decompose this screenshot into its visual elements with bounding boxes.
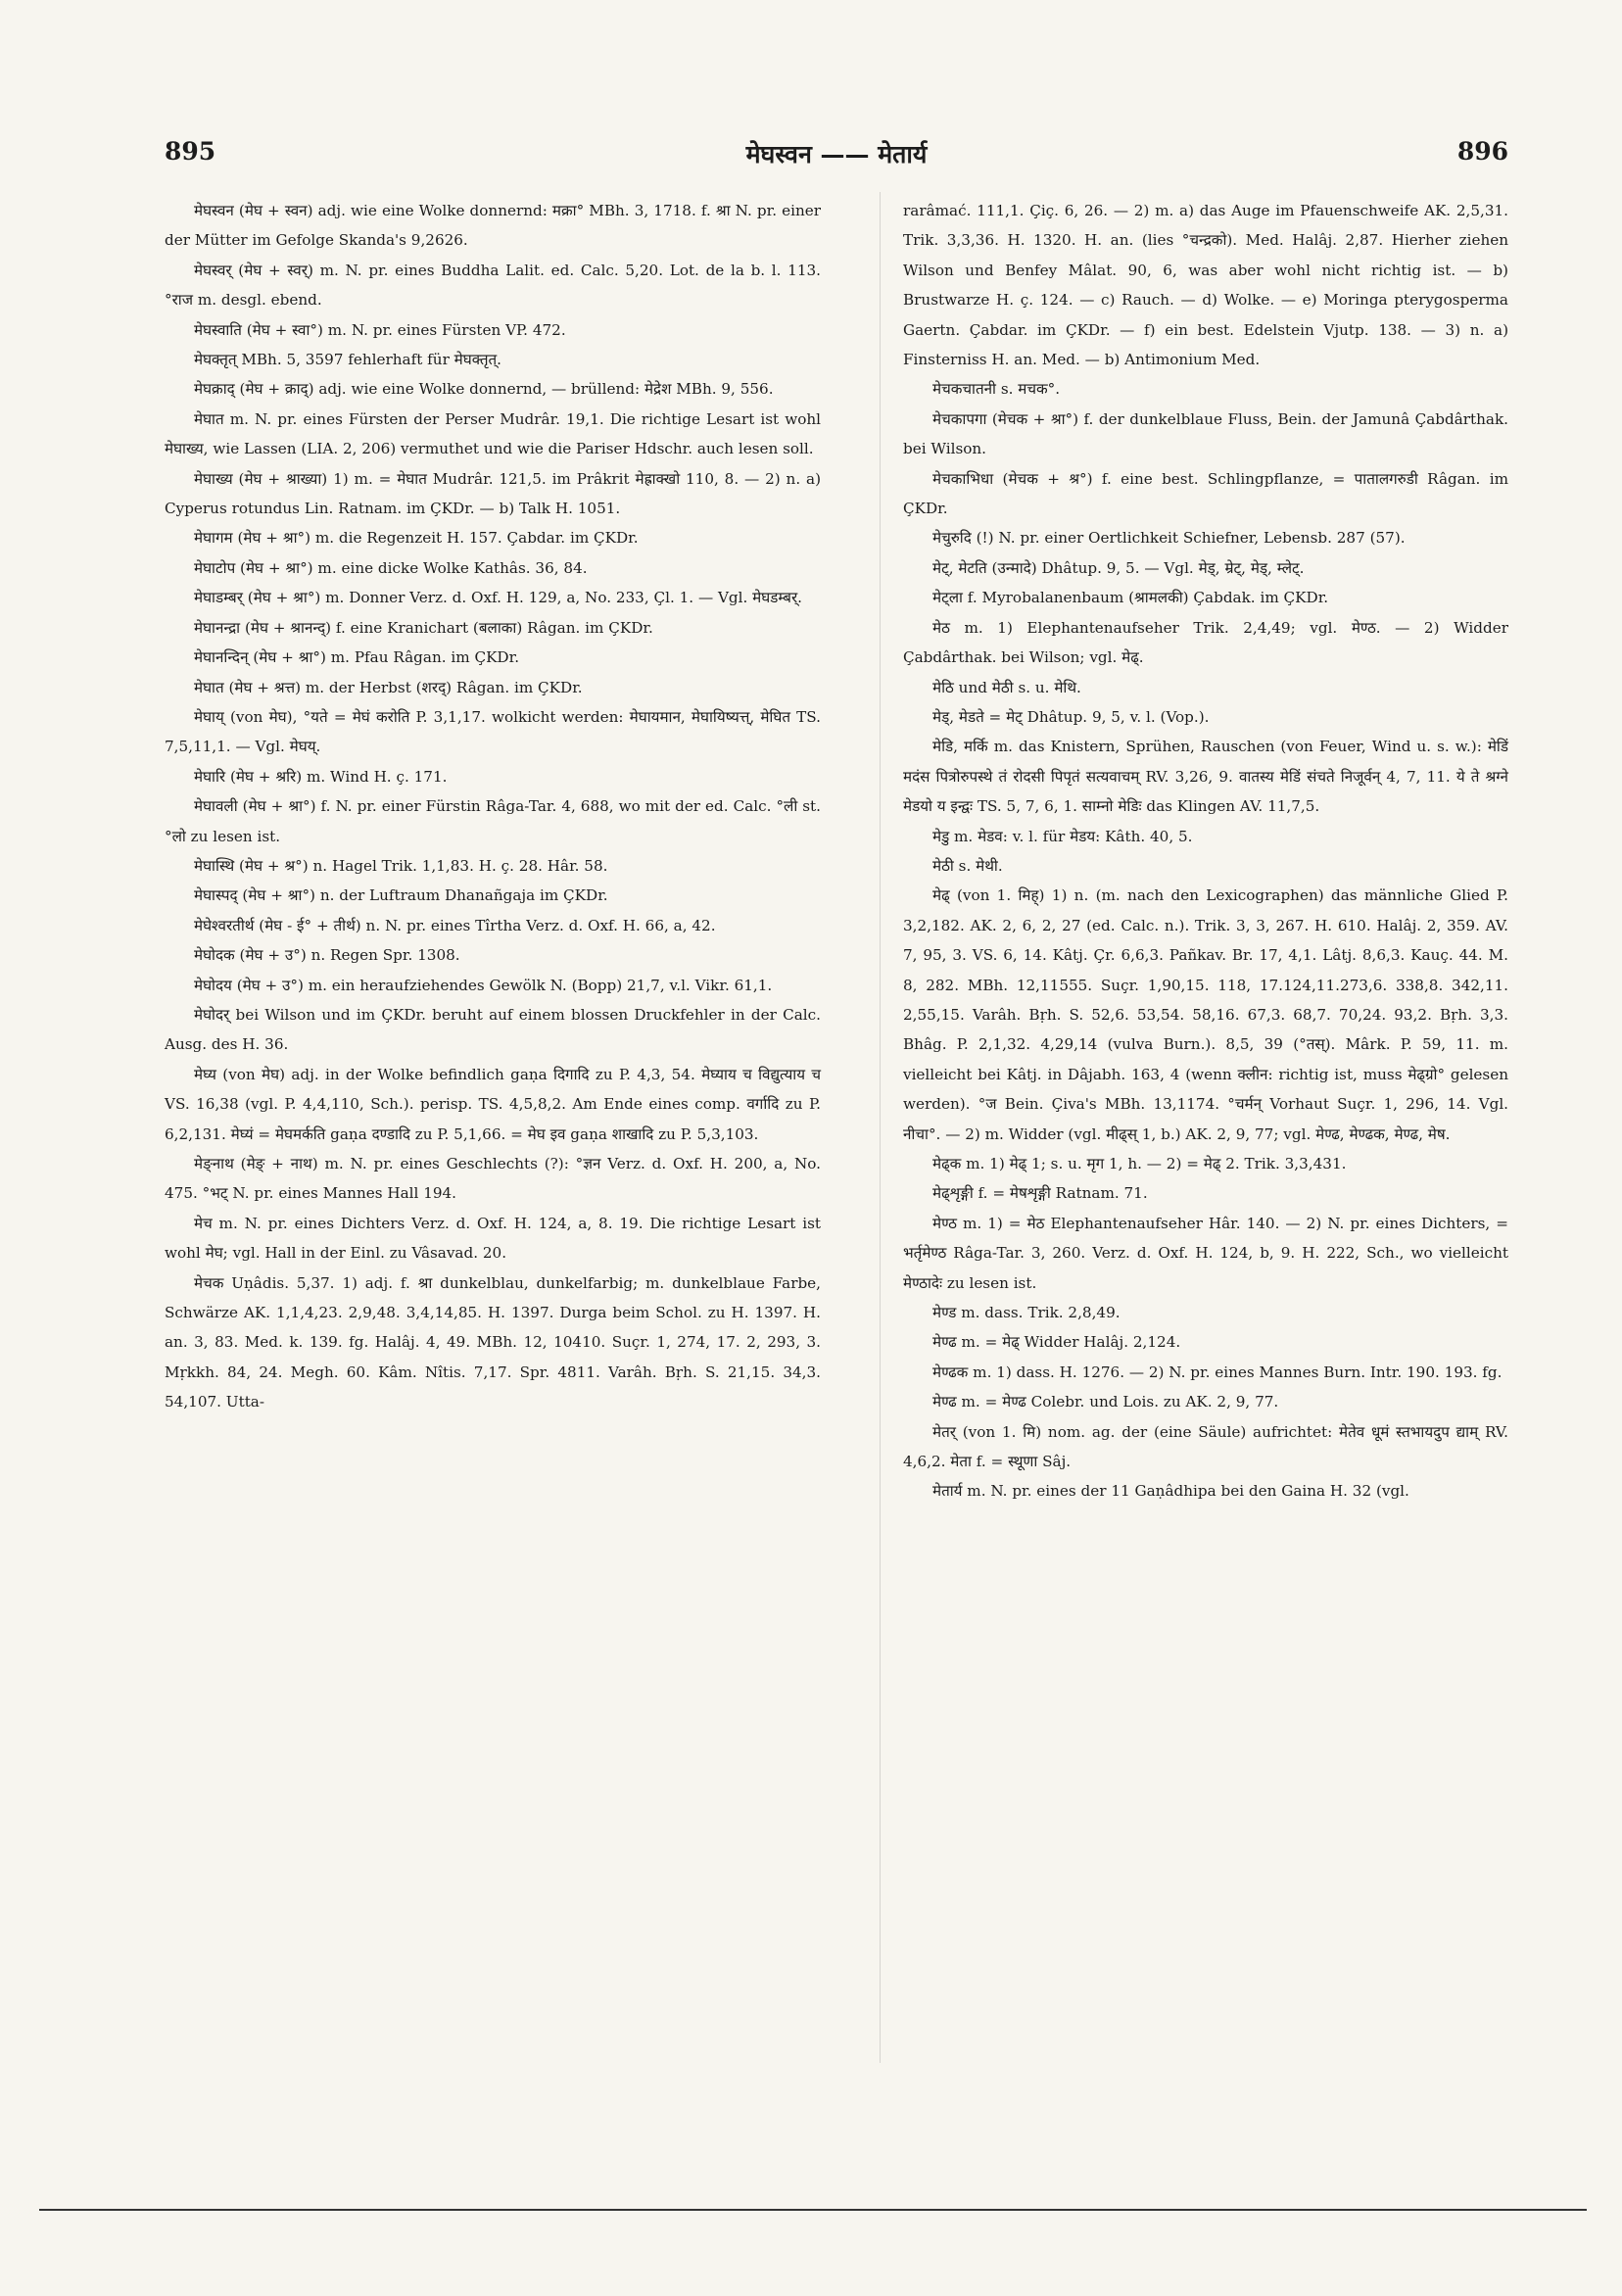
- entry: मेघारि (मेघ + श्ररि) m. Wind H. ç. 171.: [194, 767, 448, 786]
- entry: मेण्ढ m. = मेढ् Widder Halâj. 2,124.: [932, 1333, 1181, 1352]
- entry: मेचकाभिधा (मेचक + श्र°) f. eine best. Schlingpflanze, = पातालगरुडी Râgan. im ÇKDr.: [903, 469, 1508, 518]
- entry: मेडि, मर्कि m. das Knistern, Sprühen, Rauschen (von Feuer, Wind u. s. w.): मेडिं मदंस पित्रोरुपस्थे तं रोदसी पिपृतं सत्यवाचम् RV. 3,26, 9. वातस्य मेडिं संचते निजूर्वन् 4, 7, 11. ये ते श्रग्ने मेडयो य इन्द्वः TS. 5, 7, 6, 1. साम्नो मेडिः das Klingen AV. 11,7,5.: [903, 738, 1508, 816]
- column-divider: [880, 192, 881, 2063]
- entry: मेचुरुदि (!) N. pr. einer Oertlichkeit Schiefner, Lebensb. 287 (57).: [932, 529, 1406, 548]
- entry: मेठी s. मेथी.: [932, 856, 1003, 875]
- entry: मेघक्तृत् MBh. 5, 3597 fehlerhaft für मेघक्तृत्.: [194, 351, 501, 369]
- entry: मेघाख्य (मेघ + श्राख्या) 1) m. = मेघात Mudrâr. 121,5. im Prâkrit मेह्राक्खो 110, 8. — 2) n. a) Cyperus rotundus Lin. Ratnam. im ÇKDr. — b) Talk H. 1051.: [165, 469, 821, 518]
- entry: मेट्, मेटति (उन्मादे) Dhâtup. 9, 5. — Vgl. मेड्, म्रेट्, मेड्, म्लेट्.: [932, 558, 1305, 577]
- entry: मेड्, मेडते = मेट् Dhâtup. 9, 5, v. l. (Vop.).: [932, 707, 1210, 726]
- entry: मेढ् (von 1. मिह्) 1) n. (m. nach den Lexicographen) das männliche Glied P. 3,2,182. AK. 2, 6, 2, 27 (ed. Calc. n.). Trik. 3, 3, 267. H. 610. Halâj. 2, 359. AV. 7, 95, 3. VS. 6, 14. Kâtj. Çr. 6,6,3. Pañkav. Br. 17, 4,1. Lâtj. 8,6,3. Kauç. 44. M. 8, 282. MBh. 12,11555. Suçr. 1,90,15. 118, 17.124,11.273,6. 338,8. 342,11. 2,55,15. Varâh. Bṛh. S. 52,6. 53,54. 58,16. 67,3. 68,7. 70,24. 93,2. Bṛh. 3,3. Bhâg. P. 2,1,32. 4,29,14 (vulva Burn.). 8,5, 39 (°तस्). Mârk. P. 59, 11. m. vielleicht bei Kâtj. in Dâjabh. 163, 4 (wenn क्लीन: richtig ist, muss मेढ्ग्रो° gelesen werden). °ज Bein. Çiva's MBh. 13,1174. °चर्मन् Vorhaut Suçr. 1, 296, 14. Vgl. नीचा°. — 2) m. Widder (vgl. मीढ्स् 1, b.) AK. 2, 9, 77; vgl. मेण्ढ, मेण्ढक, मेण्ढ, मेष.: [903, 886, 1508, 1143]
- entry: मेठि und मेठी s. u. मेथि.: [932, 678, 1081, 696]
- entry: मेघस्वर् (मेघ + स्वर्) m. N. pr. eines Buddha Lalit. ed. Calc. 5,20. Lot. de la b. l. 113. °राज m. desgl. ebend.: [165, 261, 821, 310]
- entry: मेघस्वाति (मेघ + स्वा°) m. N. pr. eines Fürsten VP. 472.: [194, 320, 566, 339]
- footer-rule: [39, 2209, 1587, 2211]
- entry-continued: rarâmać. 111,1. Çiç. 6, 26. — 2) m. a) das Auge im Pfauenschweife AK. 2,5,31. Trik. 3,3,36. H. 1320. H. an. (lies °चन्द्रको). Med. Halâj. 2,87. Hierher ziehen Wilson und Benfey Mâlat. 90, 6, was aber wohl nicht richtig ist. — b) Brustwarze H. ç. 124. — c) Rauch. — d) Wolke. — e) Moringa pterygosperma Gaertn. Çabdar. im ÇKDr. — f) ein best. Edelstein Vjutp. 138. — 3) n. a) Finsterniss H. an. Med. — b) Antimonium Med.: [903, 202, 1508, 369]
- entry: मेघास्पद् (मेघ + श्रा°) n. der Luftraum Dhanañgaja im ÇKDr.: [194, 886, 608, 905]
- entry: मेघक्राद् (मेघ + क्राद्) adj. wie eine Wolke donnernd, — brüllend: मेद्रेश MBh. 9, 556.: [194, 380, 774, 399]
- entry: मेघाय् (von मेघ), °यते = मेघं करोति P. 3,1,17. wolkicht werden: मेघायमान, मेघायिष्यत्त्, मेघित TS. 7,5,11,1. — Vgl. मेघय्.: [165, 707, 821, 756]
- entry: मेडु m. मेडव: v. l. für मेडय: Kâth. 40, 5.: [932, 827, 1193, 845]
- entry: मेघोदर् bei Wilson und im ÇKDr. beruht auf einem blossen Druckfehler in der Calc. Ausg. des H. 36.: [165, 1005, 821, 1054]
- entry: मेचकापगा (मेचक + श्रा°) f. der dunkelblaue Fluss, Bein. der Jamunâ Çabdârthak. bei Wilson.: [903, 409, 1508, 458]
- page-number-right: 896: [1456, 137, 1508, 166]
- entry: मेचक Uṇâdis. 5,37. 1) adj. f. श्रा dunkelblau, dunkelfarbig; m. dunkelblaue Farbe, Schwärze AK. 1,1,4,23. 2,9,48. 3,4,14,85. H. 1397. Durga beim Schol. zu H. 1397. H. an. 3, 83. Med. k. 139. fg. Halâj. 4, 49. MBh. 12, 10410. Suçr. 1, 274, 17. 2, 293, 3. Mṛkkh. 84, 24. Megh. 60. Kâm. Nîtis. 7,17. Spr. 4811. Varâh. Bṛh. S. 21,15. 34,3. 54,107. Utta-: [165, 1273, 821, 1411]
- entry: मेढ्क m. 1) मेढ् 1; s. u. मृग 1, h. — 2) = मेढ् 2. Trik. 3,3,431.: [932, 1155, 1347, 1172]
- entry: मेचकचातनी s. मचक°.: [932, 380, 1061, 399]
- left-column: [165, 196, 821, 1417]
- entry: मेण्ढक m. 1) dass. H. 1276. — 2) N. pr. eines Mannes Burn. Intr. 190. 193. fg.: [932, 1363, 1503, 1381]
- entry: मेघेश्वरतीर्थ (मेघ - ई° + तीर्थ) n. N. pr. eines Tîrtha Verz. d. Oxf. H. 66, a, 42.: [194, 916, 716, 934]
- entry: मेघ्य (von मेघ) adj. in der Wolke befindlich gaṇa दिगादि zu P. 4,3, 54. मेघ्याय च विद्युत्याय च VS. 16,38 (vgl. P. 4,4,110, Sch.). perisp. TS. 4,5,8,2. Am Ende eines comp. वर्गादि zu P. 6,2,131. मेघ्यं = मेघमर्कति gaṇa दण्डादि zu P. 5,1,66. = मेघ इव gaṇa शाखादि zu P. 5,3,103.: [165, 1065, 821, 1143]
- entry: मेठ m. 1) Elephantenaufseher Trik. 2,4,49; vgl. मेण्ठ. — 2) Widder Çabdârthak. bei Wilson; vgl. मेढ्.: [903, 618, 1508, 667]
- entry: मेघानन्दिन् (मेघ + श्रा°) m. Pfau Râgan. im ÇKDr.: [194, 648, 520, 667]
- page-header: [165, 137, 1508, 176]
- entry: मेतर् (von 1. मि) nom. ag. der (eine Säule) aufrichtet: मेतेव धूमं स्तभायदुप द्याम् RV. 4,6,2. मेता f. = स्थूणा Sâj.: [903, 1422, 1508, 1471]
- entry: मेण्ठ m. 1) = मेठ Elephantenaufseher Hâr. 140. — 2) N. pr. eines Dichters, = भर्तृमेण्ठ Râga-Tar. 3, 260. Verz. d. Oxf. H. 124, b, 9. H. 222, Sch., wo vielleicht मेण्ठादेः zu lesen ist.: [903, 1214, 1508, 1292]
- page-number-left: 895: [165, 137, 216, 166]
- entry: मेच m. N. pr. eines Dichters Verz. d. Oxf. H. 124, a, 8. 19. Die richtige Lesart ist wohl मेघ; vgl. Hall in der Einl. zu Vâsavad. 20.: [165, 1214, 821, 1263]
- entry: मेण्ड m. dass. Trik. 2,8,49.: [932, 1304, 1121, 1322]
- entry: मेघागम (मेघ + श्रा°) m. die Regenzeit H. 157. Çabdar. im ÇKDr.: [194, 529, 639, 548]
- entry: मेघावली (मेघ + श्रा°) f. N. pr. einer Fürstin Râga-Tar. 4, 688, wo mit der ed. Calc. °ली st. °लो zu lesen ist.: [165, 797, 821, 845]
- entry: मेट्ला f. Myrobalanenbaum (श्रामलकी) Çabdak. im ÇKDr.: [932, 589, 1329, 607]
- running-title: मेघस्वन —— मेतार्य: [745, 140, 928, 168]
- entry: मेघानन्द्रा (मेघ + श्रानन्द्) f. eine Kranichart (बलाका) Râgan. im ÇKDr.: [194, 618, 653, 637]
- entry: मेघोदक (मेघ + उ°) n. Regen Spr. 1308.: [194, 946, 460, 965]
- entry: मेघाटोप (मेघ + श्रा°) m. eine dicke Wolke Kathâs. 36, 84.: [194, 558, 588, 577]
- right-column: [903, 196, 1508, 1507]
- entry: मेघोदय (मेघ + उ°) m. ein heraufziehendes Gewölk N. (Bopp) 21,7, v.l. Vikr. 61,1.: [194, 976, 773, 994]
- entry: मेङ्नाथ (मेङ् + नाथ) m. N. pr. eines Geschlechts (?): °ज्ञन Verz. d. Oxf. H. 200, a, No. 475. °भट् N. pr. eines Mannes Hall 194.: [165, 1155, 821, 1203]
- entry: मेढ्शृङ्गी f. = मेषशृङ्गी Ratnam. 71.: [932, 1184, 1148, 1203]
- entry: मेघाडम्बर् (मेघ + श्रा°) m. Donner Verz. d. Oxf. H. 129, a, No. 233, Çl. 1. — Vgl. मेघडम्बर्.: [194, 589, 802, 607]
- entry: मेघास्थि (मेघ + श्र°) n. Hagel Trik. 1,1,83. H. ç. 28. Hâr. 58.: [194, 856, 608, 875]
- entry: मेघस्वन (मेघ + स्वन) adj. wie eine Wolke donnernd: मक्रा° MBh. 3, 1718. f. श्रा N. pr. einer der Mütter im Gefolge Skanda's 9,2626.: [165, 202, 821, 250]
- entry: मेण्ढ m. = मेण्ढ Colebr. und Lois. zu AK. 2, 9, 77.: [932, 1393, 1279, 1411]
- entry: मेघात m. N. pr. eines Fürsten der Perser Mudrâr. 19,1. Die richtige Lesart ist wohl मेघाख्य, wie Lassen (LIA. 2, 206) vermuthet und wie die Pariser Hdschr. auch lesen soll.: [165, 409, 821, 458]
- entry: मेतार्य m. N. pr. eines der 11 Gaṇâdhipa bei den Gaina H. 32 (vgl.: [932, 1482, 1409, 1501]
- entry: मेघात (मेघ + श्रत्त) m. der Herbst (शरद्) Râgan. im ÇKDr.: [194, 678, 583, 696]
